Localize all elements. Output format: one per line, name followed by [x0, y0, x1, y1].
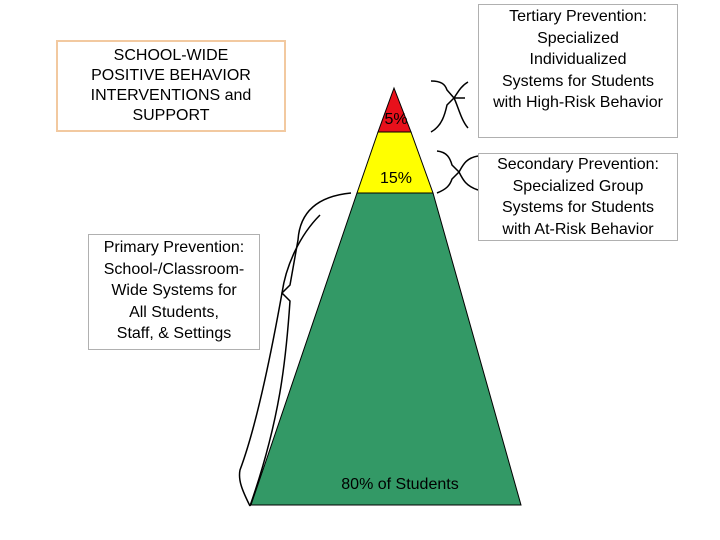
tertiary-brace: [431, 81, 454, 132]
secondary-description: Secondary Prevention: Specialized Group Systems for Students with At-Risk Behavior: [478, 153, 678, 241]
secondary-percent: 15%: [379, 170, 413, 187]
tertiary-description: Tertiary Prevention: Specialized Individualized Systems for Students with High-Risk Behavior: [478, 4, 678, 138]
primary-description: Primary Prevention: School-/Classroom- Wide Systems for All Students, Staff, & Settings: [88, 234, 260, 350]
diagram-title: SCHOOL-WIDE POSITIVE BEHAVIOR INTERVENTIONS and SUPPORT: [90, 47, 252, 124]
tertiary-percent: 5%: [384, 111, 408, 128]
primary-percent: 80% of Students: [341, 476, 459, 493]
secondary-brace: [437, 151, 478, 193]
tertiary-brace-tip: [454, 82, 468, 128]
